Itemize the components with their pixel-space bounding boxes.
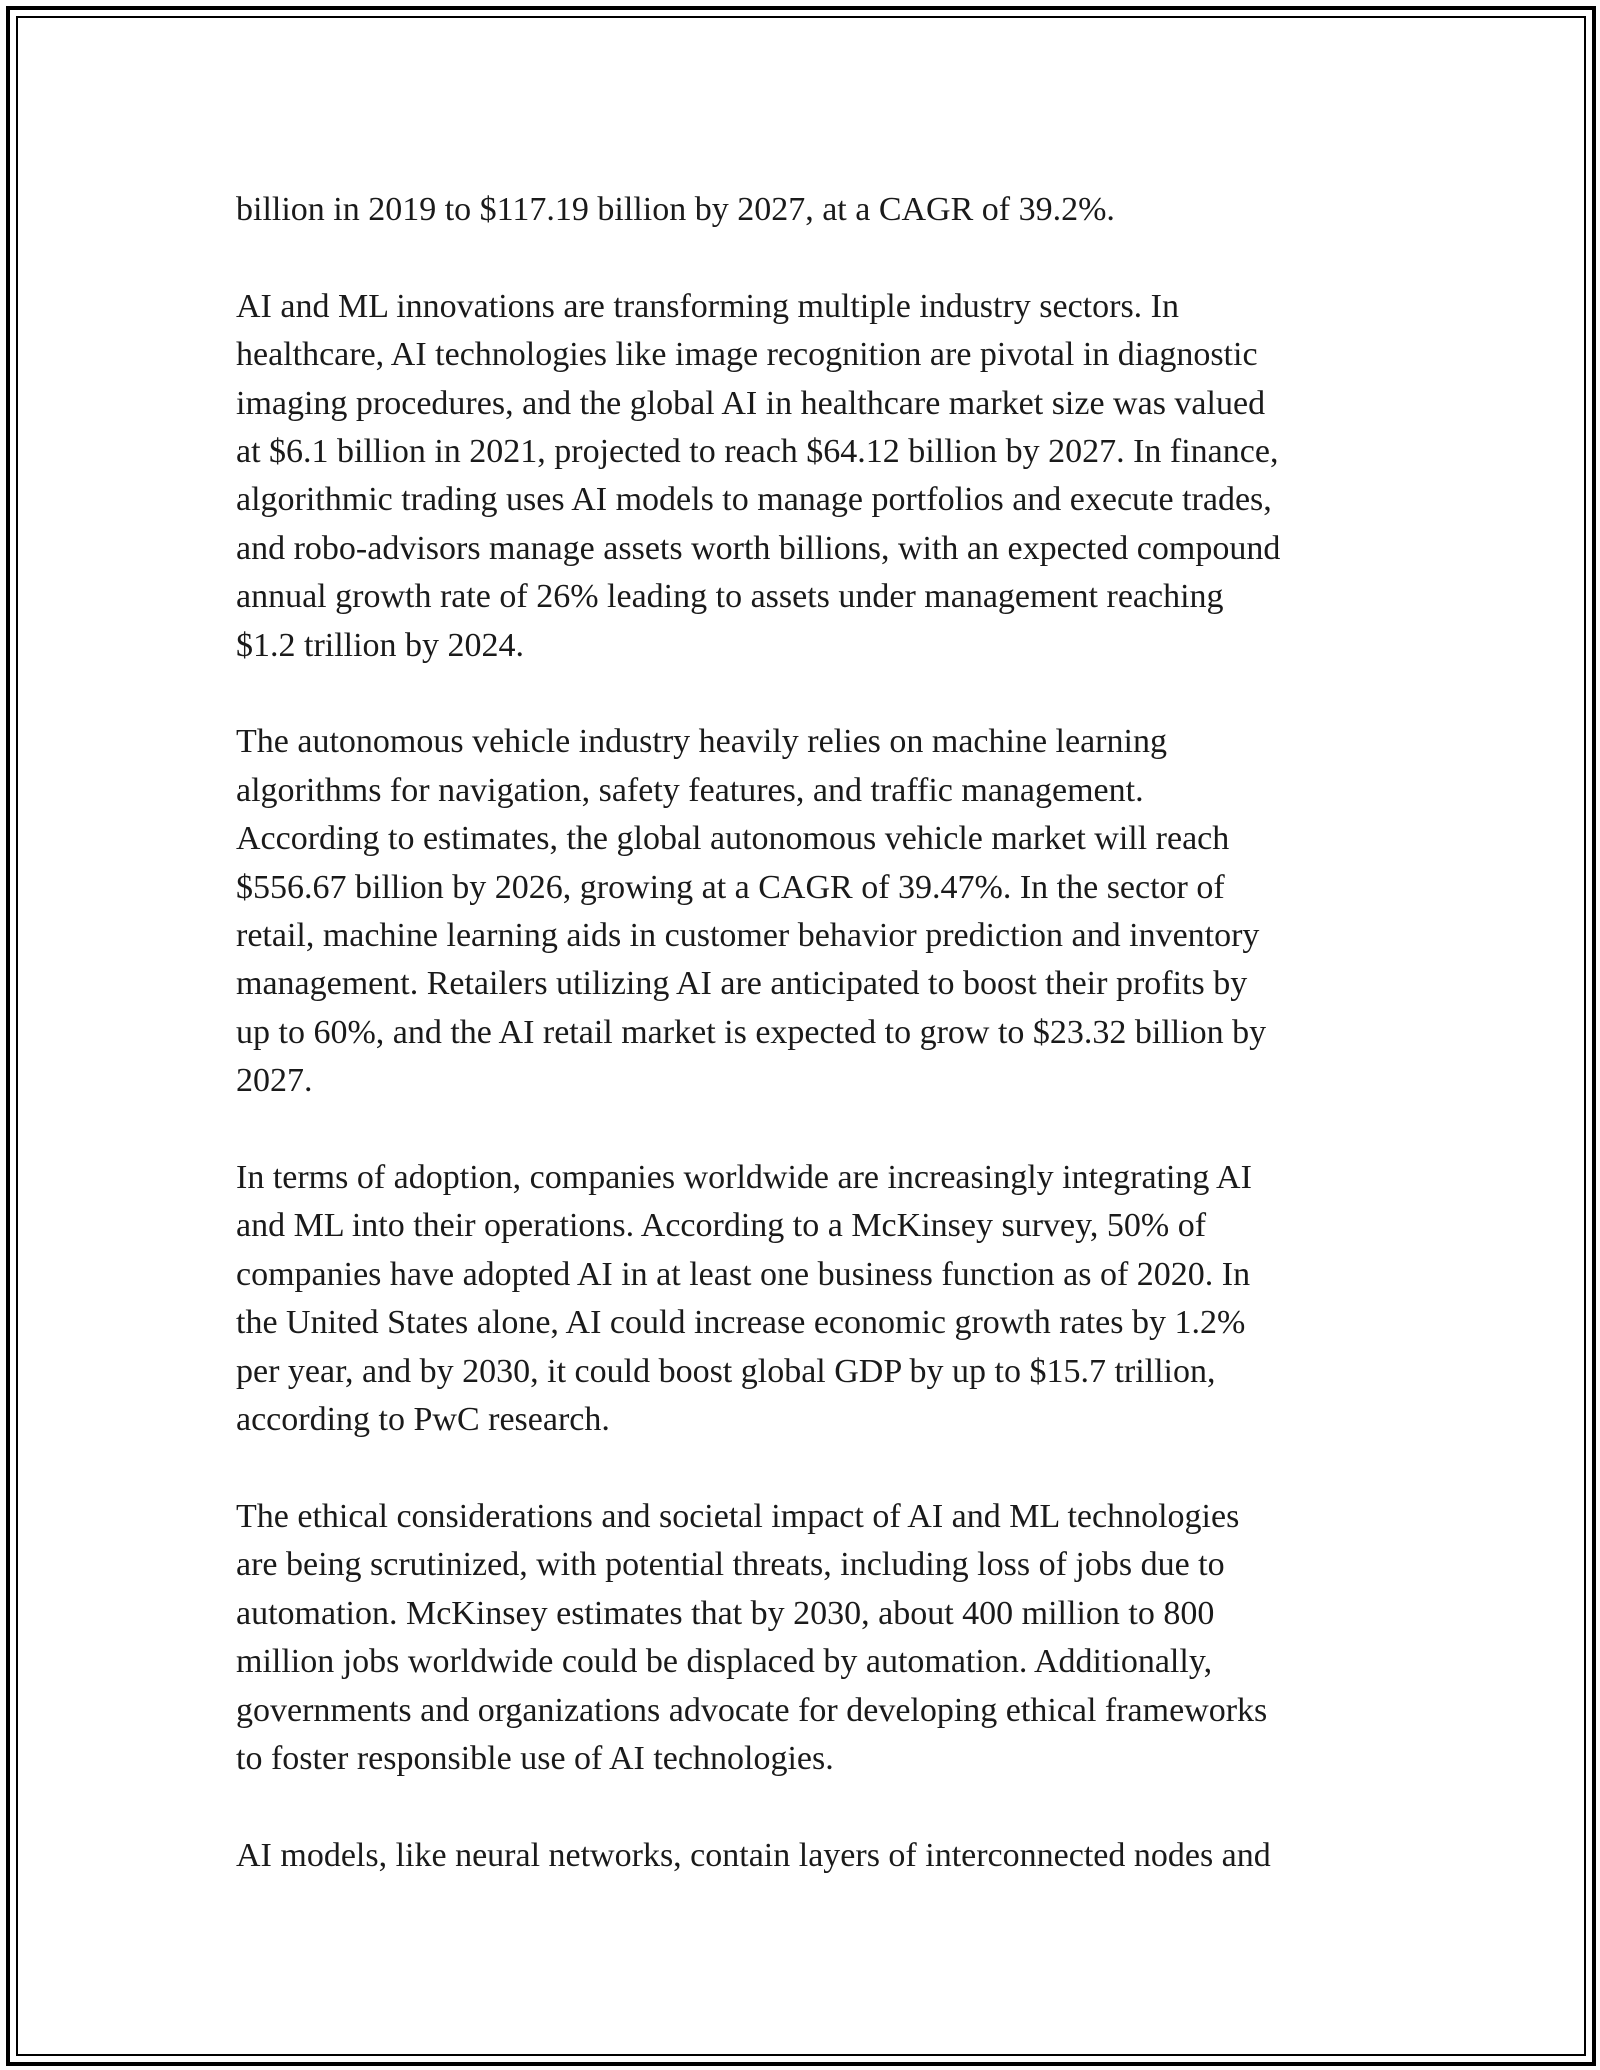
paragraph-autonomous-vehicles-retail: The autonomous vehicle industry heavily relies on machine learning algorithms for navigation, safety features, and traffic management. According to estimates, the global autonomous vehicle market will reach $556.67 billion by 2026, growing at a CAGR of 39.47%. In the sector of retail, machine learning aids in customer behavior prediction and inventory management. Retailers utilizing AI are anticipated to boost their profits by up to 60%, and the AI retail market is expected to grow to $23.32 billion by 2027. xyxy=(236,723,1267,1100)
paragraph-adoption: In terms of adoption, companies worldwide are increasingly integrating AI and ML into their operations. According to a McKinsey survey, 50% of companies have adopted AI in at least one business function as of 2020. In the United States alone, AI could increase economic growth rates by 1.2% per year, and by 2030, it could boost global GDP by up to $15.7 trillion, according to PwC research. xyxy=(236,1159,1252,1439)
paragraph-ethics: The ethical considerations and societal impact of AI and ML technologies are being scrutinized, with potential threats, including loss of jobs due to automation. McKinsey estimates that by 2030, about 400 million to 800 million jobs worldwide could be displaced by automation. Additionally, governments and organizations advocate for developing ethical frameworks to foster responsible use of AI technologies. xyxy=(236,1497,1268,1777)
paragraph-market-growth-continued: billion in 2019 to $117.19 billion by 2027, at a CAGR of 39.2%. xyxy=(236,191,1115,228)
document-body xyxy=(236,186,1416,1880)
paragraph-industry-sectors: AI and ML innovations are transforming multiple industry sectors. In healthcare, AI technologies like image recognition are pivotal in diagnostic imaging procedures, and the global AI in healthcare market size was valued at $6.1 billion in 2021, projected to reach $64.12 billion by 2027. In finance, algorithmic trading uses AI models to manage portfolios and execute trades, and robo-advisors manage assets worth billions, with an expected compound annual growth rate of 26% leading to assets under management reaching $1.2 trillion by 2024. xyxy=(236,287,1281,664)
paragraph-neural-networks: AI models, like neural networks, contain layers of interconnected nodes and xyxy=(236,1836,1271,1874)
